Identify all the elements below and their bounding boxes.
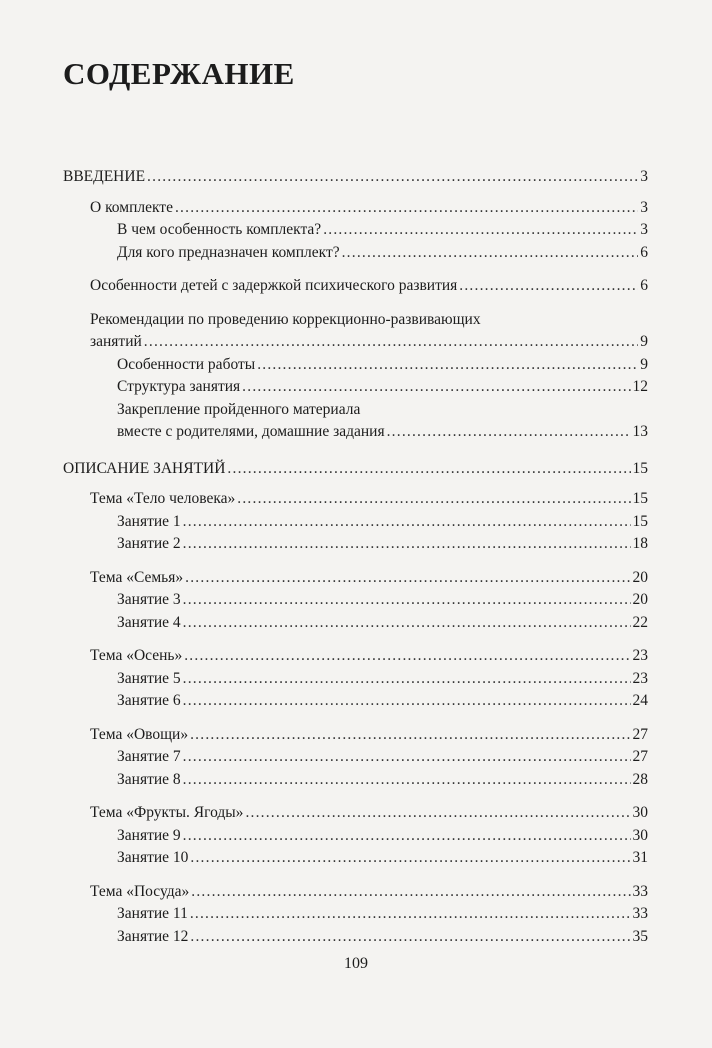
toc-entry-page: 15: [632, 490, 648, 507]
toc-entry[interactable]: [63, 926, 648, 949]
toc-entry-page: 20: [632, 568, 648, 586]
toc-entry-title: занятий: [90, 333, 142, 350]
toc-entry-page: 27: [632, 748, 648, 765]
toc-entry-title: Тема «Фрукты. Ягоды»: [90, 804, 244, 821]
toc-entry-page: 9: [640, 355, 648, 373]
toc-entry[interactable]: [63, 903, 648, 926]
toc-entry[interactable]: [63, 511, 648, 534]
toc-entry-line: [117, 354, 648, 377]
toc-entry-page: 3: [640, 198, 648, 216]
dot-leader: [144, 331, 638, 354]
toc-entry-line: [90, 645, 648, 668]
dot-leader: [191, 881, 630, 904]
toc-entry-line: [90, 275, 648, 298]
dot-leader: [184, 645, 630, 668]
toc-entry[interactable]: [63, 825, 648, 848]
dot-leader: [183, 769, 631, 792]
toc-entry-title: Занятие 9: [117, 826, 181, 844]
toc-spacer: [63, 634, 648, 645]
toc-entry-page: 6: [640, 243, 648, 261]
toc-entry-title: Структура занятия: [117, 378, 241, 395]
toc-entry-title: Занятие 8: [117, 770, 181, 788]
toc-spacer: [63, 189, 648, 197]
dot-leader: [227, 458, 630, 481]
toc-entry[interactable]: [63, 219, 648, 242]
toc-entry-title: Закрепление пройденного материала: [117, 400, 361, 418]
dot-leader: [387, 421, 631, 444]
toc-entry-page: 35: [632, 927, 648, 945]
toc-entry-line: [117, 242, 648, 265]
toc-entry-line: [117, 533, 648, 556]
toc-spacer: [63, 480, 648, 488]
toc-entry-page: 12: [632, 378, 648, 395]
toc-entry-page: 3: [640, 168, 648, 185]
toc-entry[interactable]: [63, 421, 648, 444]
toc-entry-line: [90, 197, 648, 220]
toc-spacer: [63, 870, 648, 881]
toc-entry-title: Тема «Посуда»: [90, 882, 190, 900]
toc-entry-title: Занятие 10: [117, 849, 189, 866]
toc-entry[interactable]: [63, 769, 648, 792]
toc-entry[interactable]: [63, 847, 648, 870]
dot-leader: [183, 533, 631, 556]
toc-entry[interactable]: [63, 166, 648, 189]
toc-spacer: [63, 791, 648, 802]
toc-entry-title: В чем особенность комплекта?: [117, 221, 322, 238]
toc-entry-title: Особенности детей с задержкой психического развития: [90, 277, 458, 294]
dot-leader: [190, 926, 630, 949]
toc-entry-title: Занятие 2: [117, 535, 181, 552]
toc-entry-title: Занятие 1: [117, 512, 181, 530]
toc-entry-page: 20: [632, 591, 648, 608]
toc-entry[interactable]: [63, 567, 648, 590]
toc-entry-title: ОПИСАНИЕ ЗАНЯТИЙ: [63, 459, 226, 477]
toc-entry-line: [117, 589, 648, 612]
page-number: 109: [344, 955, 368, 972]
toc-entry-line: [117, 769, 648, 792]
toc-entry-title: Тема «Тело человека»: [90, 490, 236, 507]
toc-entry[interactable]: [63, 458, 648, 481]
toc-entry-page: 28: [632, 770, 648, 788]
dot-leader: [237, 488, 630, 511]
toc-entry-page: 3: [640, 221, 648, 238]
dot-leader: [342, 242, 639, 265]
toc-entry-line: [63, 458, 648, 481]
toc-entry-line: [117, 926, 648, 949]
toc-spacer: [63, 556, 648, 567]
toc-entry-page: 13: [632, 423, 648, 440]
toc-entry-title: Занятие 6: [117, 692, 181, 709]
dot-leader: [183, 746, 631, 769]
toc-entry[interactable]: [63, 746, 648, 769]
toc-entry-page: 23: [632, 647, 648, 664]
toc-entry-line: [117, 690, 648, 713]
toc-entry-title: вместе с родителями, домашние задания: [117, 423, 385, 440]
page-title: СОДЕРЖАНИЕ: [63, 56, 295, 91]
toc-entry[interactable]: [63, 376, 648, 399]
toc-entry-page: 30: [632, 826, 648, 844]
toc-entry-page: 30: [632, 804, 648, 821]
toc-entry-line: [117, 219, 648, 242]
toc-entry-line: [117, 668, 648, 691]
toc-entry-title: Занятие 5: [117, 669, 181, 687]
toc-entry-page: 24: [632, 692, 648, 709]
toc-entry-title: Занятие 11: [117, 905, 188, 922]
toc-entry[interactable]: [63, 645, 648, 668]
toc-entry[interactable]: [63, 612, 648, 635]
toc-entry-page: 9: [640, 333, 648, 350]
toc-entry-page: 18: [632, 535, 648, 552]
toc-spacer: [63, 264, 648, 275]
dot-leader: [147, 166, 638, 189]
toc-entry-line: [117, 847, 648, 870]
dot-leader: [245, 802, 630, 825]
dot-leader: [190, 724, 630, 747]
dot-leader: [183, 589, 631, 612]
dot-leader: [183, 825, 631, 848]
toc-entry-line: [63, 166, 648, 189]
toc-entry[interactable]: [63, 589, 648, 612]
dot-leader: [185, 567, 630, 590]
toc-entry-page: 22: [632, 613, 648, 631]
toc-entry-line: [117, 825, 648, 848]
toc-entry-line: [90, 802, 648, 825]
toc-entry-line: [117, 511, 648, 534]
dot-leader: [242, 376, 630, 399]
toc-entry[interactable]: [63, 488, 648, 511]
toc-entry-page: 33: [632, 905, 648, 922]
dot-leader: [190, 903, 631, 926]
toc-entry-line: [117, 612, 648, 635]
toc-entry-title: Особенности работы: [117, 355, 256, 373]
toc-entry-title: ВВЕДЕНИЕ: [63, 168, 146, 185]
toc-entry[interactable]: [63, 668, 648, 691]
toc-entry[interactable]: [63, 802, 648, 825]
toc-entry-page: 15: [632, 512, 648, 530]
dot-leader: [183, 511, 631, 534]
toc-entry-title: Занятие 4: [117, 613, 181, 631]
toc-spacer: [63, 444, 648, 458]
toc-entry-line: [90, 567, 648, 590]
toc-entry[interactable]: [63, 690, 648, 713]
toc-entry-page: 31: [632, 849, 648, 866]
toc-entry[interactable]: [63, 354, 648, 377]
toc-entry-line: [117, 376, 648, 399]
toc-entry-line: [90, 488, 648, 511]
toc-entry[interactable]: [63, 331, 648, 354]
dot-leader: [190, 847, 630, 870]
toc-entry-line: [90, 331, 648, 354]
toc-entry[interactable]: [63, 724, 648, 747]
toc-entry-title: Для кого предназначен комплект?: [117, 243, 340, 261]
dot-leader: [183, 690, 631, 713]
toc-entry-title: Тема «Овощи»: [90, 725, 189, 743]
toc-entry-title: Тема «Семья»: [90, 568, 184, 586]
toc-entry-line: [90, 881, 648, 904]
toc-entry-title: Рекомендации по проведению коррекционно-развивающих: [90, 310, 481, 328]
toc-spacer: [63, 298, 648, 309]
toc-entry-page: 6: [640, 277, 648, 294]
toc-entry-page: 23: [632, 669, 648, 687]
dot-leader: [183, 612, 631, 635]
toc-entry-page: 27: [632, 725, 648, 743]
toc-entry[interactable]: [63, 197, 648, 220]
dot-leader: [459, 275, 638, 298]
dot-leader: [175, 197, 638, 220]
dot-leader: [323, 219, 638, 242]
toc-entry-line: [90, 724, 648, 747]
toc-spacer: [63, 713, 648, 724]
toc-entry-title: Тема «Осень»: [90, 647, 183, 664]
toc-entry-title: О комплекте: [90, 198, 173, 216]
toc-entry[interactable]: [63, 533, 648, 556]
dot-leader: [183, 668, 631, 691]
toc-entry[interactable]: [63, 399, 648, 422]
toc-entry[interactable]: [63, 275, 648, 298]
toc-entry-title: Занятие 7: [117, 748, 181, 765]
toc-entry[interactable]: [63, 881, 648, 904]
toc-entry[interactable]: [63, 309, 648, 332]
toc-entry-page: 15: [632, 459, 648, 477]
dot-leader: [257, 354, 638, 377]
toc-entry[interactable]: [63, 242, 648, 265]
toc-entry-line: [117, 746, 648, 769]
toc-entry-title: Занятие 12: [117, 927, 189, 945]
toc-entry-line: [117, 421, 648, 444]
toc-entry-page: 33: [632, 882, 648, 900]
toc-entry-line: [117, 903, 648, 926]
table-of-contents: [63, 166, 648, 948]
toc-entry-title: Занятие 3: [117, 591, 181, 608]
